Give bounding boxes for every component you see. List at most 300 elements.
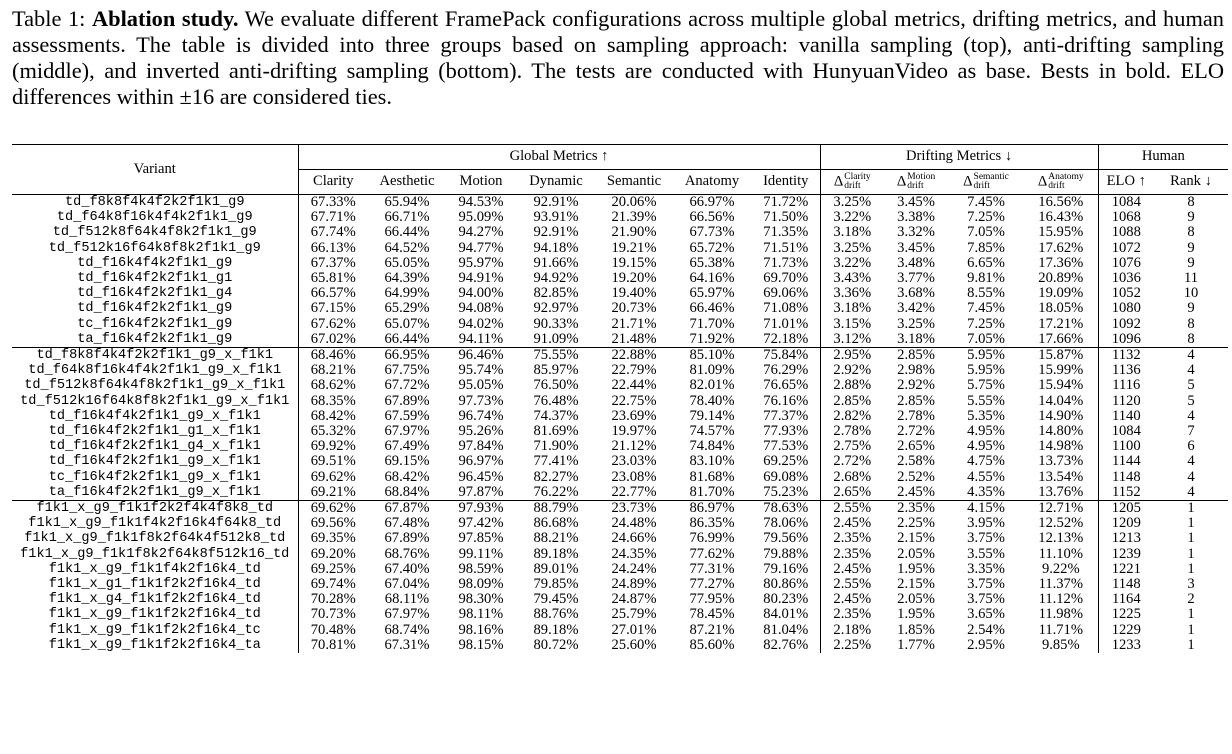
metric-cell: 86.68% — [533, 516, 579, 532]
metric-cell: 22.44% — [611, 378, 657, 394]
metric-cell: 85.97% — [533, 363, 579, 379]
metric-cell: 3.55% — [967, 546, 1005, 562]
variant-cell: f1k1_x_g9_f1k1f4k2f16k4_td — [48, 561, 261, 577]
metric-cell: 13.73% — [1038, 454, 1084, 470]
metric-cell: 78.06% — [763, 516, 809, 532]
metric-cell: 6 — [1187, 439, 1195, 455]
delta-subscript: drift — [907, 181, 924, 191]
metric-cell: 67.97% — [384, 424, 430, 440]
metric-cell: 75.55% — [516, 348, 596, 364]
metric-cell: 2.95% — [967, 637, 1005, 653]
metric-cell: 7.85% — [967, 240, 1005, 256]
table-row — [12, 577, 1228, 592]
delta-symbol: Δ — [833, 173, 844, 190]
metric-cell: 7.05% — [967, 225, 1005, 241]
metric-cell: 20.06% — [611, 194, 657, 210]
metric-cell: 69.21% — [298, 485, 368, 501]
metric-cell: 71.50% — [763, 210, 809, 226]
table-row — [12, 332, 1228, 348]
metric-cell: 1072 — [1098, 241, 1154, 256]
metric-cell: 1144 — [1098, 454, 1154, 469]
variant-cell: td_f512k16f64k8f8k2f1k1_g9 — [48, 240, 261, 256]
metric-cell: 67.04% — [384, 577, 430, 593]
metric-cell: 19.09% — [1038, 286, 1084, 302]
metric-cell: 76.22% — [533, 484, 579, 500]
metric-cell: 24.24% — [611, 561, 657, 577]
metric-cell: 65.97% — [689, 286, 735, 302]
metric-cell: 1136 — [1098, 363, 1154, 378]
metric-cell: 96.97% — [458, 454, 504, 470]
metric-cell: 7.45% — [967, 194, 1005, 210]
metric-cell: 19.97% — [611, 424, 657, 440]
metric-cell: 1052 — [1098, 286, 1154, 301]
delta-superscript: Anatomy — [1048, 172, 1084, 182]
metric-cell: 94.02% — [458, 316, 504, 332]
metric-cell: 78.40% — [689, 393, 735, 409]
metric-cell: 25.60% — [611, 637, 657, 653]
column-header-elo: ELO ↑ — [1098, 170, 1154, 195]
metric-cell: 68.74% — [384, 622, 430, 638]
metric-cell: 76.99% — [689, 531, 735, 547]
column-header-semantic: Semantic — [596, 170, 672, 195]
variant-header: Variant — [12, 145, 298, 195]
metric-cell: 17.36% — [1038, 255, 1084, 271]
metric-cell: 2 — [1187, 592, 1195, 608]
metric-cell: 69.35% — [298, 531, 368, 546]
metric-cell: 79.45% — [533, 592, 579, 608]
metric-cell: 67.87% — [368, 501, 446, 517]
variant-cell: td_f16k4f2k2f1k1_g9_x_f1k1 — [48, 454, 261, 470]
metric-cell: 68.46% — [298, 348, 368, 364]
column-header-identity: Identity — [752, 170, 820, 195]
delta-subscript: drift — [973, 181, 990, 191]
metric-cell: 3.68% — [897, 286, 935, 302]
metric-cell: 3.43% — [820, 271, 884, 286]
metric-cell: 1036 — [1098, 271, 1154, 286]
metric-cell: 98.09% — [458, 577, 504, 593]
table-row — [12, 301, 1228, 316]
metric-cell: 79.56% — [763, 531, 809, 547]
metric-cell: 1209 — [1098, 516, 1154, 531]
metric-cell: 2.65% — [820, 485, 884, 501]
variant-cell: td_f16k4f4k2f1k1_g9_x_f1k1 — [48, 408, 261, 424]
delta-subscript: drift — [1048, 181, 1065, 191]
metric-cell: 77.41% — [533, 454, 579, 470]
variant-cell: td_f512k16f64k8f8k2f1k1_g9_x_f1k1 — [20, 393, 290, 409]
metric-cell: 1152 — [1098, 485, 1154, 501]
metric-cell: 1088 — [1098, 225, 1154, 240]
metric-cell: 5 — [1187, 378, 1195, 394]
metric-cell: 67.89% — [384, 393, 430, 409]
metric-cell: 67.97% — [384, 607, 430, 623]
metric-cell: 1205 — [1098, 501, 1154, 517]
metric-cell: 67.73% — [689, 225, 735, 241]
metric-cell: 97.87% — [458, 484, 504, 500]
metric-cell: 3.32% — [897, 225, 935, 241]
metric-cell: 1076 — [1098, 256, 1154, 271]
metric-cell: 3.35% — [967, 561, 1005, 577]
metric-cell: 2.92% — [820, 363, 884, 378]
metric-cell: 67.40% — [384, 561, 430, 577]
metric-cell: 68.21% — [298, 363, 368, 378]
column-header-delta-semantic — [948, 170, 1024, 195]
variant-cell: td_f512k8f64k4f8k2f1k1_g9 — [52, 225, 257, 241]
metric-cell: 24.66% — [611, 531, 657, 547]
metric-cell: 2.75% — [820, 439, 884, 454]
variant-cell: f1k1_x_g9_f1k1f2k2f16k4_ta — [48, 637, 261, 653]
metric-cell: 4 — [1187, 469, 1195, 485]
metric-cell: 24.89% — [611, 577, 657, 593]
variant-cell: td_f16k4f4k2f1k1_g9 — [77, 255, 233, 271]
metric-cell: 67.59% — [384, 408, 430, 424]
metric-cell: 67.72% — [384, 378, 430, 394]
metric-cell: 95.26% — [458, 424, 504, 440]
metric-cell: 67.62% — [298, 317, 368, 332]
metric-cell: 90.33% — [533, 316, 579, 332]
delta-superscript: Motion — [907, 172, 936, 182]
metric-cell: 1221 — [1098, 562, 1154, 577]
metric-cell: 76.29% — [763, 363, 809, 379]
column-header-anatomy: Anatomy — [672, 170, 752, 195]
metric-cell: 17.21% — [1038, 316, 1084, 332]
metric-cell: 2.18% — [820, 623, 884, 638]
metric-cell: 3.75% — [967, 531, 1005, 547]
metric-cell: 19.40% — [611, 286, 657, 302]
metric-cell: 94.00% — [458, 286, 504, 302]
metric-cell: 81.70% — [689, 484, 735, 500]
metric-cell: 7 — [1187, 424, 1195, 440]
metric-cell: 64.39% — [384, 271, 430, 287]
metric-cell: 96.46% — [446, 348, 516, 364]
metric-cell: 23.73% — [596, 501, 672, 517]
variant-cell: td_f8k8f4k4f2k2f1k1_g9 — [65, 195, 245, 210]
metric-cell: 16.56% — [1038, 194, 1084, 210]
metric-cell: 67.33% — [298, 195, 368, 211]
metric-cell: 14.04% — [1038, 393, 1084, 409]
table-row — [12, 409, 1228, 424]
metric-cell: 66.44% — [384, 225, 430, 241]
metric-cell: 1239 — [1098, 547, 1154, 562]
human-header: Human — [1098, 145, 1228, 170]
table-header — [12, 145, 1228, 195]
metric-cell: 2.35% — [884, 501, 948, 517]
metric-cell: 64.99% — [384, 286, 430, 302]
metric-cell: 15.87% — [1024, 348, 1098, 364]
metric-cell: 78.45% — [689, 607, 735, 623]
metric-cell: 3.38% — [897, 210, 935, 226]
metric-cell: 2.58% — [897, 454, 935, 470]
metric-cell: 89.01% — [533, 561, 579, 577]
metric-cell: 94.18% — [533, 240, 579, 256]
metric-cell: 5.55% — [967, 393, 1005, 409]
metric-cell: 70.48% — [298, 623, 368, 638]
metric-cell: 69.56% — [298, 516, 368, 531]
metric-cell: 2.85% — [897, 393, 935, 409]
metric-cell: 24.87% — [611, 592, 657, 608]
variant-cell: f1k1_x_g9_f1k1f4k2f16k4f64k8_td — [28, 516, 282, 532]
metric-cell: 1229 — [1098, 623, 1154, 638]
metric-cell: 22.79% — [611, 363, 657, 379]
metric-cell: 74.57% — [689, 424, 735, 440]
global-metrics-header: Global Metrics ↑ — [298, 145, 820, 170]
metric-cell: 77.53% — [763, 439, 809, 455]
metric-cell: 2.82% — [820, 409, 884, 424]
delta-symbol: Δ — [1037, 173, 1048, 190]
metric-cell: 65.05% — [384, 255, 430, 271]
metric-cell: 2.55% — [820, 501, 884, 517]
variant-cell: td_f16k4f2k2f1k1_g4 — [77, 286, 233, 302]
metric-cell: 94.53% — [458, 194, 504, 210]
metric-cell: 67.15% — [298, 301, 368, 316]
metric-cell: 95.74% — [458, 363, 504, 379]
metric-cell: 69.08% — [763, 469, 809, 485]
metric-cell: 65.29% — [384, 301, 430, 317]
metric-cell: 2.98% — [897, 363, 935, 379]
metric-cell: 83.10% — [689, 454, 735, 470]
metric-cell: 2.35% — [820, 547, 884, 562]
metric-cell: 82.01% — [689, 378, 735, 394]
metric-cell: 98.15% — [458, 637, 504, 653]
variant-cell: td_f16k4f2k2f1k1_g9 — [77, 301, 233, 317]
metric-cell: 97.93% — [446, 501, 516, 517]
table-row — [12, 485, 1228, 501]
metric-cell: 66.44% — [384, 331, 430, 347]
metric-cell: 80.23% — [763, 592, 809, 608]
table-row — [12, 470, 1228, 485]
metric-cell: 95.05% — [458, 378, 504, 394]
metric-cell: 67.02% — [298, 332, 368, 348]
metric-cell: 11 — [1184, 271, 1199, 287]
metric-cell: 97.85% — [458, 531, 504, 547]
metric-cell: 20.73% — [611, 301, 657, 317]
metric-cell: 67.75% — [384, 363, 430, 379]
metric-cell: 98.16% — [458, 622, 504, 638]
metric-cell: 22.77% — [611, 484, 657, 500]
metric-cell: 2.45% — [897, 484, 935, 500]
metric-cell: 3.25% — [897, 316, 935, 332]
metric-cell: 86.35% — [689, 516, 735, 532]
metric-cell: 94.77% — [458, 240, 504, 256]
metric-cell: 14.90% — [1038, 408, 1084, 424]
metric-cell: 1084 — [1098, 424, 1154, 439]
metric-cell: 2.15% — [897, 531, 935, 547]
metric-cell: 70.28% — [298, 592, 368, 607]
metric-cell: 2.45% — [820, 516, 884, 531]
metric-cell: 92.97% — [533, 301, 579, 317]
table-row — [12, 424, 1228, 439]
metric-cell: 2.72% — [820, 454, 884, 469]
metric-cell: 2.78% — [897, 408, 935, 424]
metric-cell: 4 — [1187, 484, 1195, 500]
metric-cell: 15.95% — [1038, 225, 1084, 241]
metric-cell: 2.95% — [820, 348, 884, 364]
metric-cell: 3.18% — [820, 225, 884, 240]
metric-cell: 68.76% — [384, 546, 430, 562]
metric-cell: 67.31% — [384, 637, 430, 653]
metric-cell: 8 — [1187, 331, 1195, 347]
metric-cell: 8 — [1187, 225, 1195, 241]
metric-cell: 69.25% — [298, 562, 368, 577]
variant-cell: td_f16k4f2k2f1k1_g4_x_f1k1 — [48, 439, 261, 455]
metric-cell: 81.68% — [689, 469, 735, 485]
metric-cell: 79.88% — [763, 546, 809, 562]
metric-cell: 1 — [1187, 561, 1195, 577]
table-row — [12, 195, 1228, 211]
metric-cell: 2.78% — [820, 424, 884, 439]
metric-cell: 17.62% — [1038, 240, 1084, 256]
metric-cell: 1148 — [1098, 470, 1154, 485]
metric-cell: 4.95% — [967, 424, 1005, 440]
metric-cell: 77.62% — [689, 546, 735, 562]
metric-cell: 2.25% — [820, 638, 884, 653]
table-row — [12, 378, 1228, 393]
metric-cell: 71.73% — [763, 255, 809, 271]
metric-cell: 88.79% — [516, 501, 596, 517]
metric-cell: 69.51% — [298, 454, 368, 469]
metric-cell: 2.92% — [897, 378, 935, 394]
metric-cell: 1225 — [1098, 607, 1154, 622]
table-row — [12, 225, 1228, 240]
metric-cell: 71.70% — [689, 316, 735, 332]
metric-cell: 77.37% — [763, 408, 809, 424]
metric-cell: 8 — [1187, 194, 1195, 210]
metric-cell: 2.88% — [820, 378, 884, 393]
metric-cell: 65.07% — [384, 316, 430, 332]
metric-cell: 2.52% — [897, 469, 935, 485]
table-row — [12, 516, 1228, 531]
metric-cell: 3.22% — [820, 210, 884, 225]
metric-cell: 3.45% — [897, 194, 935, 210]
metric-cell: 12.52% — [1038, 516, 1084, 532]
metric-cell: 21.12% — [611, 439, 657, 455]
table-row — [12, 317, 1228, 332]
metric-cell: 67.37% — [298, 256, 368, 271]
metric-cell: 9.22% — [1041, 561, 1080, 577]
metric-cell: 68.62% — [298, 378, 368, 393]
column-header-clarity: Clarity — [298, 170, 368, 195]
metric-cell: 97.84% — [458, 439, 504, 455]
metric-cell: 3.25% — [820, 195, 884, 211]
metric-cell: 71.90% — [533, 439, 579, 455]
metric-cell: 3.75% — [967, 577, 1005, 593]
metric-cell: 4 — [1187, 454, 1195, 470]
caption-text: We evaluate different FramePack configurations across multiple global metrics, drifting metrics, and human assessments. The table is divided into three groups based on sampling approach: vanilla sampling (top), anti-drifting sampling (middle), and inverted anti-drifting sampling (bottom). The tests are conducted with HunyuanVideo as base. Bests in bold. ELO differences within ±16 are considered ties. — [12, 6, 1224, 109]
table-row — [12, 623, 1228, 638]
metric-cell: 92.91% — [533, 225, 579, 241]
metric-cell: 69.74% — [298, 577, 368, 592]
metric-cell: 4.95% — [967, 439, 1005, 455]
metric-cell: 66.46% — [689, 301, 735, 317]
metric-cell: 92.91% — [533, 194, 579, 210]
metric-cell: 74.37% — [533, 408, 579, 424]
variant-cell: f1k1_x_g9_f1k1f8k2f64k4f512k8_td — [24, 531, 286, 547]
variant-cell: f1k1_x_g9_f1k1f8k2f64k8f512k16_td — [20, 546, 290, 562]
metric-cell: 97.73% — [458, 393, 504, 409]
metric-cell: 2.45% — [820, 562, 884, 577]
metric-cell: 78.63% — [752, 501, 820, 517]
metric-cell: 87.21% — [689, 622, 735, 638]
metric-cell: 2.05% — [897, 592, 935, 608]
metric-cell: 95.09% — [458, 210, 504, 226]
table-row — [12, 210, 1228, 225]
metric-cell: 1132 — [1098, 348, 1154, 364]
metric-cell: 98.30% — [458, 592, 504, 608]
metric-cell: 3.48% — [897, 255, 935, 271]
metric-cell: 4.55% — [967, 469, 1005, 485]
metric-cell: 3.25% — [820, 241, 884, 256]
variant-cell: td_f8k8f4k4f2k2f1k1_g9_x_f1k1 — [12, 348, 298, 364]
metric-cell: 71.01% — [763, 316, 809, 332]
table-row — [12, 501, 1228, 517]
metric-cell: 95.97% — [458, 255, 504, 271]
metric-cell: 79.16% — [763, 561, 809, 577]
delta-symbol: Δ — [896, 173, 907, 190]
metric-cell: 71.51% — [763, 240, 809, 256]
metric-cell: 21.39% — [611, 210, 657, 226]
metric-cell: 66.71% — [384, 210, 430, 226]
variant-cell: f1k1_x_g4_f1k1f2k2f16k4_td — [48, 592, 261, 608]
table-row — [12, 271, 1228, 286]
metric-cell: 74.84% — [689, 439, 735, 455]
table-caption — [12, 6, 1224, 110]
table-row — [12, 439, 1228, 454]
metric-cell: 16.43% — [1038, 210, 1084, 226]
metric-cell: 85.60% — [689, 637, 735, 653]
metric-cell: 91.09% — [533, 331, 579, 347]
column-header-motion: Motion — [446, 170, 516, 195]
metric-cell: 66.56% — [689, 210, 735, 226]
metric-cell: 79.85% — [533, 577, 579, 593]
metric-cell: 3.18% — [897, 331, 935, 347]
variant-cell: f1k1_x_g9_f1k1f2k2f4k4f8k8_td — [12, 501, 298, 517]
metric-cell: 7.25% — [967, 316, 1005, 332]
metric-cell: 9 — [1187, 255, 1195, 271]
metric-cell: 86.97% — [672, 501, 752, 517]
metric-cell: 71.92% — [689, 331, 735, 347]
column-header-dynamic: Dynamic — [516, 170, 596, 195]
metric-cell: 1096 — [1098, 332, 1154, 348]
metric-cell: 66.57% — [298, 286, 368, 301]
metric-cell: 80.86% — [763, 577, 809, 593]
metric-cell: 67.71% — [298, 210, 368, 225]
metric-cell: 67.74% — [298, 225, 368, 240]
metric-cell: 7.45% — [967, 301, 1005, 317]
metric-cell: 11.10% — [1038, 546, 1084, 562]
variant-cell: td_f64k8f16k4f4k2f1k1_g9 — [56, 210, 253, 226]
table-row — [12, 638, 1228, 653]
metric-cell: 3.45% — [897, 240, 935, 256]
metric-cell: 65.94% — [384, 194, 430, 210]
metric-cell: 76.16% — [763, 393, 809, 409]
metric-cell: 65.38% — [689, 255, 735, 271]
metric-cell: 93.91% — [533, 210, 579, 226]
metric-cell: 11.71% — [1038, 622, 1084, 638]
metric-cell: 5.75% — [967, 378, 1005, 394]
metric-cell: 11.37% — [1038, 577, 1084, 593]
metric-cell: 77.27% — [689, 577, 735, 593]
delta-subscript: drift — [844, 181, 861, 191]
metric-cell: 3.75% — [967, 592, 1005, 608]
metric-cell: 96.45% — [458, 469, 504, 485]
metric-cell: 88.76% — [533, 607, 579, 623]
metric-cell: 89.18% — [533, 622, 579, 638]
metric-cell: 91.66% — [533, 255, 579, 271]
metric-cell: 70.73% — [298, 607, 368, 622]
table-row — [12, 286, 1228, 301]
metric-cell: 1068 — [1098, 210, 1154, 225]
metric-cell: 4.35% — [967, 484, 1005, 500]
metric-cell: 84.01% — [763, 607, 809, 623]
